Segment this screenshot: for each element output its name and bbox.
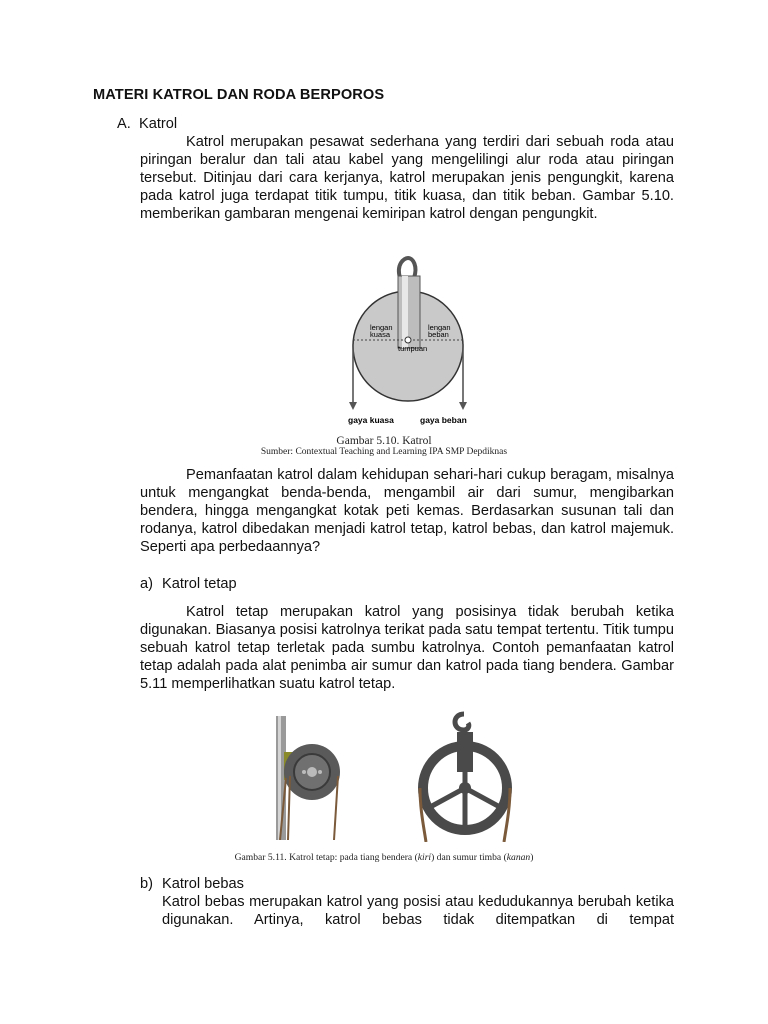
- label-gaya-kuasa: gaya kuasa: [348, 415, 394, 425]
- figure-5-11-caption-kiri: kiri: [417, 852, 432, 863]
- document-title: MATERI KATROL DAN RODA BERPOROS: [93, 87, 385, 103]
- figure-well-pulley: [412, 710, 522, 842]
- subsection-b-heading: [140, 875, 244, 893]
- subsection-a-heading: [140, 575, 237, 593]
- subsection-b-paragraph: Katrol bebas merupakan katrol yang posisi atau kedudukannya berubah ketika digunakan. Artinya, katrol bebas tidak ditempatkan di tempat: [162, 894, 674, 928]
- figure-5-10-caption: Gambar 5.10. Katrol: [336, 435, 432, 447]
- label-lengan-beban-1: lengan: [428, 323, 451, 332]
- subsection-b-number: b): [140, 876, 153, 892]
- section-a-number: A.: [117, 116, 131, 132]
- section-a-heading: [117, 115, 177, 133]
- figure-5-11-caption-end: ): [530, 852, 534, 863]
- figure-5-11-caption-mid: ) dan sumur timba (: [431, 852, 507, 863]
- label-lengan-kuasa-2: kuasa: [370, 330, 391, 339]
- figure-5-10-source: Sumber: Contextual Teaching and Learning IPA SMP Depdiknas: [260, 447, 508, 457]
- subsection-a-number: a): [140, 576, 153, 592]
- figure-5-11-caption: [0, 849, 768, 867]
- subsection-b-title: Katrol bebas: [162, 876, 244, 892]
- figure-5-11-caption-kanan: kanan: [506, 852, 531, 863]
- section-a-title: Katrol: [139, 116, 178, 132]
- label-gaya-beban: gaya beban: [420, 415, 467, 425]
- subsection-a-title: Katrol tetap: [162, 576, 237, 592]
- section-a-paragraph-1: Katrol merupakan pesawat sederhana yang terdiri dari sebuah roda atau piringan beralur dan tali atau kabel yang mengelilingi alur roda atau piringan tersebut. Ditinjau dari cara kerjanya, katrol merupakan jenis pengungkit, karena pada katrol juga terdapat titik tumpu, titik kuasa, dan titik beban. Gambar 5.10. memberikan gambaran mengenai kemiripan katrol dengan pengungkit.: [140, 134, 674, 222]
- fulcrum-point: [405, 337, 411, 343]
- section-a-paragraph-2: Pemanfaatan katrol dalam kehidupan sehari-hari cukup beragam, misalnya untuk mengangkat benda-benda, mengambil air dari sumur, mengibarkan bendera, hingga mengangkat kotak peti kemas. Berdasarkan susunan tali dan rodanya, katrol dibedakan menjadi katrol tetap, katrol bebas, dan katrol majemuk. Seperti apa perbedaannya?: [140, 467, 674, 555]
- label-lengan-beban-2: beban: [428, 330, 449, 339]
- figure-5-11-caption-main: Gambar 5.11. Katrol tetap: pada tiang bendera (: [234, 852, 418, 863]
- pulley-hook: [399, 258, 416, 278]
- figure-pulley-diagram: [330, 254, 490, 430]
- subsection-a-paragraph: Katrol tetap merupakan katrol yang posisinya tidak berubah ketika digunakan. Biasanya posisi katrolnya terikat pada satu tempat tertentu. Titik tumpu sebuah katrol tetap terletak pada sumbu katrolnya. Contoh pemanfaatan katrol tetap adalah pada alat penimba air sumur dan katrol pada tiang bendera. Gambar 5.11 memperlihatkan suatu katrol tetap.: [140, 604, 674, 692]
- figure-flagpole-pulley: [262, 716, 352, 840]
- label-lengan-kuasa-1: lengan: [370, 323, 393, 332]
- label-tumpuan: tumpuan: [398, 344, 428, 353]
